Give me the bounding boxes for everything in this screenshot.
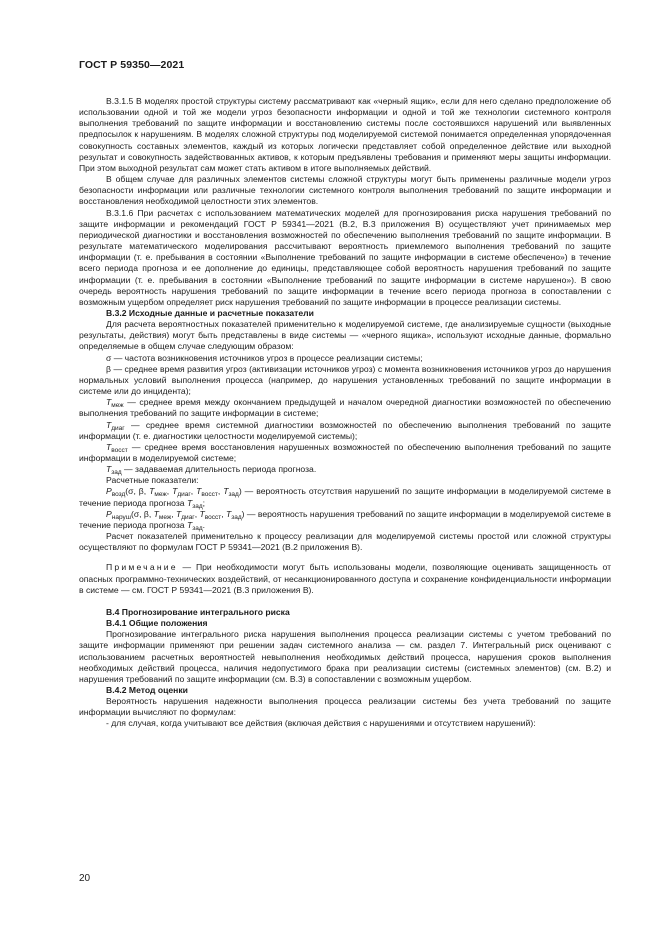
subscript-mezh: меж [111,402,124,410]
args-close: ) [238,486,242,497]
definition-t-zad [79,464,611,475]
comma: , [217,486,224,497]
definition-sigma [79,353,611,364]
comma: , [171,508,177,519]
symbol-t: T [106,464,112,475]
subscript-vosst: восст [204,513,222,521]
subscript-zad: зад [192,524,203,532]
args-open: (σ, β, [130,508,154,519]
symbol-t: T [106,441,112,452]
page-number: 20 [79,873,91,884]
subscript-mezh: меж [154,491,167,499]
symbol-t: T [176,508,182,519]
definition-t-mezh [79,397,611,419]
note-label: Примечание [106,562,178,573]
symbol-t: T [199,508,205,519]
symbol-t: T [225,508,232,519]
subscript-diag: диаг [177,491,191,499]
note-text: — При необходимости могут быть использованы модели, позволяющие оценивать защищенность от опасных программно-технических воздействий, от несанкционированного доступа и сохранение конфиденциальности информации в системе — см. ГОСТ Р 59341—2021 (В.3 приложения В). [79,562,611,595]
subscript-zad: зад [111,469,122,477]
definition-beta [79,364,611,397]
symbol-beta: β [106,363,111,374]
symbol-t: T [186,519,193,530]
heading-b42: В.4.2 Метод оценки [106,684,188,695]
indicator-p-vozd-text: — вероятность отсутствия нарушений по защите информации в моделируемой системе в течение периода прогноза [79,486,611,508]
subscript-vosst: восст [111,446,128,454]
symbol-t: T [149,486,155,497]
definition-t-vosst-text: — среднее время восстановления нарушенных возможностей по обеспечению выполнения требований по защите информации в моделируемой системе; [79,441,611,463]
subscript-diag: диаг [181,513,195,521]
subscript-narush: наруш [111,513,131,521]
paragraph-b315: В.3.1.5 В моделях простой структуры систему рассматривают как «черный ящик», если для него сделано предположение об использовании одной и той же модели угроз безопасности информации и одной и той же технологии системного контроля выполнения требований по защите информации и восстановлению системы после состоявшихся нарушений или выявленных предпосылок к нарушениям. В моделях сложной структуры под моделируемой системой понимается определенная упорядоченная совокупность составных элементов, каждый из которых логически представляет собой определенное действие или выходной результат и совокупность задействованных активов, к которым предъявлены требования и применяют меры защиты информации. При этом выходной результат сам может стать активом в итоге выполняемых действий. [79,96,611,173]
definition-t-diag-text: — среднее время системной диагностики возможностей по обеспечению выполнения требований по защите информации (т. е. диагностики целостности моделируемой системы); [79,419,611,441]
comma: , [194,508,200,519]
comma: , [190,486,197,497]
paragraph-b316: В.3.1.6 При расчетах с использованием математических моделей для прогнозирования риска нарушения требований по защите информации и рекомендаций ГОСТ Р 59341—2021 (В.2, В.3 приложения В) осуществляют учет принимаемых мер периодической диагностики и восстановления возможностей по обеспечению выполнения требований по защите информации. В результате математического моделирования рассчитывают вероятность приемлемого выполнения требований по защите информации (т. е. пребывания в состоянии «Выполнение требований по защите информации в системе обеспечено») в течение всего периода прогноза и ее дополнение до единицы, представляющее собой вероятность нарушения требований по защите информации (т. е. пребывания в состоянии «Выполнение требований по защите информации в системе нарушено»). В свою очередь вероятность нарушения требований по защите информации в течение всего периода прогноза в сопоставлении с возможным ущербом определяет риск нарушения требований по защите информации в процессе реализации системы. [79,207,611,307]
args-close: ) [241,508,245,519]
symbol-p: P [106,508,112,519]
subscript-diag: диаг [111,424,125,432]
comma: , [221,508,226,519]
symbol-t: T [172,486,178,497]
heading-b41: В.4.1 Общие положения [106,618,208,629]
definition-t-vosst [79,442,611,464]
symbol-t: T [106,419,112,430]
subscript-zad: зад [192,502,203,510]
subscript-vozd: возд [111,491,126,499]
definition-sigma-text: — частота возникновения источников угроз в процессе реализации системы; [111,352,423,363]
paragraph-integral-risk: Прогнозирование интегрального риска нарушения выполнения процесса реализации системы с учетом требований по защите информации применяют при решении задач системного анализа — см. раздел 7. Интегральный риск оценивают с использованием расчетных вероятностей невыполнения необходимых действий процесса, нарушения сроков выполнения необходимых действий процесса, наличия недопустимого брака при реализации системы (системных элементов) (см. В.2) и нарушения требований по защите информации (см. В.3) в сопоставлении с возможным ущербом. [79,629,611,684]
document-header: ГОСТ Р 59350—2021 [79,59,185,71]
semicolon: ; [202,497,206,508]
subscript-vosst: восст [201,491,218,499]
spacer [79,596,611,607]
comma: , [166,486,173,497]
subscript-mezh: меж [158,513,172,521]
indicator-p-vozd [79,486,611,508]
indicator-p-narush [79,509,611,531]
period: . [202,519,206,530]
symbol-t: T [223,486,229,497]
symbol-p: P [106,486,112,497]
symbol-t: T [153,508,159,519]
note [79,562,611,595]
symbol-t: T [186,497,193,508]
definition-t-diag [79,420,611,442]
heading-b32: В.3.2 Исходные данные и расчетные показатели [106,307,314,318]
paragraph-general-case: В общем случае для различных элементов системы сложной структуры могут быть применены различные модели угроз безопасности информации или различные технологии системного контроля выполнения требований по защите информации и восстановления необходимой целостности этих элементов. [79,174,611,207]
document-body [79,96,611,730]
symbol-t: T [106,397,112,408]
paragraph-input-data: Для расчета вероятностных показателей применительно к моделируемой системе, где анализируемые сущности (выходные результаты, действия) могут быть представлены в виде системы — «черного ящика», используют исходные данные, формально определяемые в общем случае следующим образом: [79,319,611,352]
heading-b4: В.4 Прогнозирование интегрального риска [106,606,290,617]
definition-beta-text: — среднее время развития угроз (активизации источников угроз) с момента возникновения источников угроз до нарушения нормальных условий выполнения процесса (например, до нарушения установленных требований по защите информации в системе или до инцидента); [79,363,611,397]
paragraph-probability: Вероятность нарушения надежности выполнения процесса реализации системы без учета требований по защите информации вычисляют по формулам: [79,696,611,718]
symbol-t: T [196,486,202,497]
indicator-p-narush-text: — вероятность нарушения требований по защите информации в моделируемой системе в течение периода прогноза [79,508,611,530]
subscript-zad: зад [228,491,239,499]
args-open: (σ, β, [125,486,150,497]
symbol-sigma: σ [106,352,112,363]
spacer [79,553,611,562]
definition-t-zad-text: — задаваемая длительность периода прогноза. [121,464,317,475]
calc-indicators-label: Расчетные показатели: [106,475,199,486]
definition-t-mezh-text: — среднее время между окончанием предыдущей и началом очередной диагностики возможностей по обеспечению выполнения требований по защите информации в системе; [79,397,611,419]
subscript-zad: зад [231,513,242,521]
paragraph-calc-formulas: Расчет показателей применительно к процессу реализации для моделируемой системы простой или сложной структуры осуществляют по формулам ГОСТ Р 59341—2021 (В.2 приложения В). [79,531,611,553]
paragraph-all-actions-case: - для случая, когда учитывают все действия (включая действия с нарушениями и отсутствием нарушений): [106,718,536,729]
